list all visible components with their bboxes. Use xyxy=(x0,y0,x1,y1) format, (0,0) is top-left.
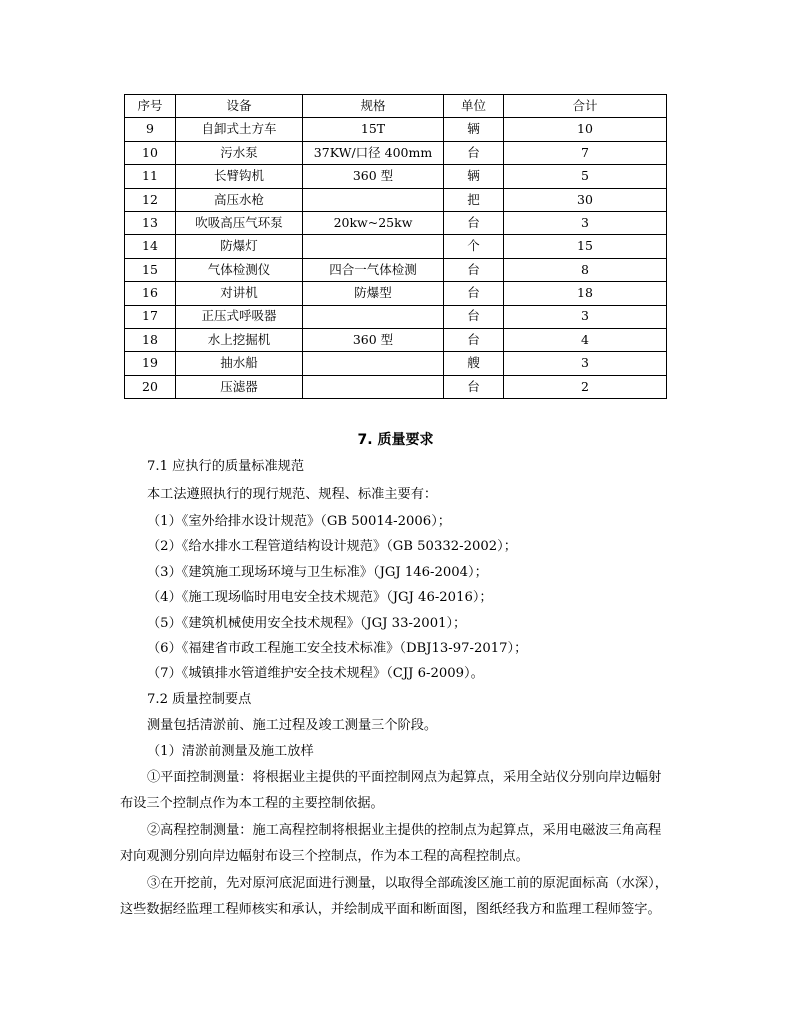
table-cell: 10 xyxy=(504,118,667,141)
table-cell: 3 xyxy=(504,352,667,375)
table-cell: 气体检测仪 xyxy=(176,258,303,281)
table-cell: 15 xyxy=(125,258,176,281)
table-cell: 台 xyxy=(444,141,504,164)
table-row xyxy=(125,282,667,305)
table-cell: 台 xyxy=(444,211,504,234)
table-cell: 9 xyxy=(125,118,176,141)
table-cell: 37KW/口径 400mm xyxy=(303,141,444,164)
table-cell: 艘 xyxy=(444,352,504,375)
table-cell: 吹吸高压气环泵 xyxy=(176,211,303,234)
table-cell: 3 xyxy=(504,305,667,328)
table-cell: 10 xyxy=(125,141,176,164)
header-cell: 合计 xyxy=(504,95,667,118)
table-cell: 360 型 xyxy=(303,328,444,351)
table-row xyxy=(125,188,667,211)
table-row xyxy=(125,211,667,234)
table-cell: 12 xyxy=(125,188,176,211)
table-cell: 13 xyxy=(125,211,176,234)
paragraph-line: 对向观测分别向岸边幅射布设三个控制点，作为本工程的高程控制点。 xyxy=(120,849,529,864)
table-row xyxy=(125,352,667,375)
table-cell: 台 xyxy=(444,282,504,305)
table-cell: 辆 xyxy=(444,118,504,141)
table-cell: 长臂钩机 xyxy=(176,165,303,188)
table-cell: 30 xyxy=(504,188,667,211)
header-cell: 设备 xyxy=(176,95,303,118)
table-cell xyxy=(303,375,444,398)
table-header-row xyxy=(125,95,667,118)
table-row xyxy=(125,235,667,258)
table-cell: 把 xyxy=(444,188,504,211)
table-row xyxy=(125,258,667,281)
header-cell: 序号 xyxy=(125,95,176,118)
table-row xyxy=(125,165,667,188)
table-cell: 防爆型 xyxy=(303,282,444,305)
table-cell: 16 xyxy=(125,282,176,305)
table-cell: 19 xyxy=(125,352,176,375)
table-cell: 四合一气体检测 xyxy=(303,258,444,281)
table-cell: 压滤器 xyxy=(176,375,303,398)
table-cell: 11 xyxy=(125,165,176,188)
table-cell: 20kw~25kw xyxy=(303,211,444,234)
table-cell: 正压式呼吸器 xyxy=(176,305,303,328)
table-cell: 17 xyxy=(125,305,176,328)
table-row xyxy=(125,375,667,398)
table-cell: 18 xyxy=(125,328,176,351)
standard-item: （6）《福建省市政工程施工安全技术标准》（DBJ13-97-2017）； xyxy=(147,641,528,656)
table-cell: 7 xyxy=(504,141,667,164)
table-cell: 15T xyxy=(303,118,444,141)
table-cell: 20 xyxy=(125,375,176,398)
table-cell: 台 xyxy=(444,258,504,281)
paragraph-line: ②高程控制测量：施工高程控制将根据业主提供的控制点为起算点，采用电磁波三角高程 xyxy=(147,823,662,838)
table-cell: 4 xyxy=(504,328,667,351)
standard-item: （4）《施工现场临时用电安全技术规范》（JGJ 46-2016）； xyxy=(147,590,493,605)
table-cell: 自卸式土方车 xyxy=(176,118,303,141)
paragraph-line: 这些数据经监理工程师核实和承认，并绘制成平面和断面图，图纸经我方和监理工程师签字。 xyxy=(120,902,661,917)
paragraph-line: ①平面控制测量：将根据业主提供的平面控制网点为起算点，采用全站仪分别向岸边幅射 xyxy=(147,770,662,785)
standard-item: （3）《建筑施工现场环境与卫生标准》（JGJ 146-2004）； xyxy=(147,565,488,580)
paragraph-line: ③在开挖前，先对原河底泥面进行测量，以取得全部疏浚区施工前的原泥面标高（水深）， xyxy=(147,876,668,891)
table-cell: 18 xyxy=(504,282,667,305)
section-title: 7. 质量要求 xyxy=(357,432,434,448)
table-cell: 14 xyxy=(125,235,176,258)
subsection-heading: 7.1 应执行的质量标准规范 xyxy=(147,459,305,474)
table-cell: 5 xyxy=(504,165,667,188)
table-cell: 8 xyxy=(504,258,667,281)
standard-item: （2）《给水排水工程管道结构设计规范》（GB 50332-2002）； xyxy=(147,539,517,554)
table-cell xyxy=(303,305,444,328)
table-row xyxy=(125,118,667,141)
table-cell: 对讲机 xyxy=(176,282,303,305)
list-heading: （1）清淤前测量及施工放样 xyxy=(147,744,314,759)
table-cell: 污水泵 xyxy=(176,141,303,164)
table-cell xyxy=(303,188,444,211)
table-cell: 台 xyxy=(444,305,504,328)
standard-item: （7）《城镇排水管道维护安全技术规程》（CJJ 6-2009）。 xyxy=(147,666,484,681)
equipment-table xyxy=(124,94,667,399)
header-cell: 规格 xyxy=(303,95,444,118)
standard-item: （1）《室外给排水设计规范》（GB 50014-2006）； xyxy=(147,514,451,529)
table-cell: 15 xyxy=(504,235,667,258)
subsection-heading: 7.2 质量控制要点 xyxy=(147,692,252,707)
table-cell: 台 xyxy=(444,375,504,398)
table-cell: 辆 xyxy=(444,165,504,188)
table-cell: 高压水枪 xyxy=(176,188,303,211)
header-cell: 单位 xyxy=(444,95,504,118)
table-cell: 3 xyxy=(504,211,667,234)
standard-item: （5）《建筑机械使用安全技术规程》（JGJ 33-2001）； xyxy=(147,616,467,631)
table-cell: 台 xyxy=(444,328,504,351)
table-row xyxy=(125,305,667,328)
table-row xyxy=(125,328,667,351)
table-cell xyxy=(303,352,444,375)
table-row xyxy=(125,141,667,164)
table-cell xyxy=(303,235,444,258)
paragraph: 测量包括清淤前、施工过程及竣工测量三个阶段。 xyxy=(147,718,438,733)
paragraph: 本工法遵照执行的现行规范、规程、标准主要有： xyxy=(147,487,438,502)
table-cell: 防爆灯 xyxy=(176,235,303,258)
paragraph-line: 布设三个控制点作为本工程的主要控制依据。 xyxy=(120,796,384,811)
table-cell: 个 xyxy=(444,235,504,258)
table-cell: 360 型 xyxy=(303,165,444,188)
table-cell: 2 xyxy=(504,375,667,398)
table-cell: 抽水船 xyxy=(176,352,303,375)
table-cell: 水上挖掘机 xyxy=(176,328,303,351)
